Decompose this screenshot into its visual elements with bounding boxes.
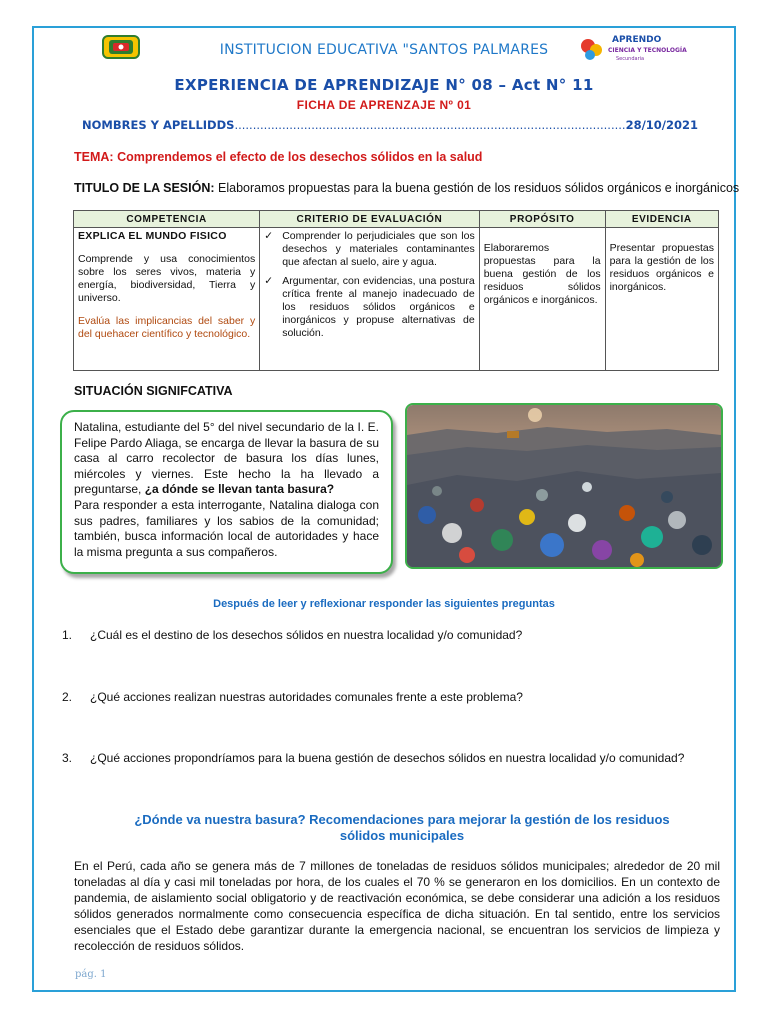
question-number: 3. xyxy=(62,751,73,765)
proposito-cell xyxy=(479,228,605,371)
question-3 xyxy=(62,751,684,765)
question-text: ¿Qué acciones realizan nuestras autoridades comunales frente a este problema? xyxy=(90,690,523,704)
article-heading: ¿Dónde va nuestra basura? Recomendaciones para mejorar la gestión de los residuos sólidos municipales xyxy=(134,812,670,843)
session-label: TITULO DE LA SESIÓN: xyxy=(74,181,215,195)
logo-word-aprendo: APRENDO xyxy=(612,35,662,45)
competencia-p2: Evalúa las implicancias del saber y del quehacer científico y tecnológico. xyxy=(78,315,256,340)
checkmark-icon: ✓ xyxy=(264,230,274,242)
header-proposito: PROPÓSITO xyxy=(479,211,605,228)
experience-title: EXPERIENCIA DE APRENDIZAJE N° 08 – Act N° 11 xyxy=(174,76,594,94)
landfill-photo xyxy=(405,403,723,569)
session-title-line xyxy=(74,181,739,195)
names-label: NOMBRES Y APELLIDDS xyxy=(82,118,235,132)
logo-word-secundaria: Secundaria xyxy=(616,56,645,62)
ficha-title: FICHA DE APRENZAJE Nº 01 xyxy=(296,98,472,112)
competencia-cell xyxy=(74,228,260,371)
question-number: 2. xyxy=(62,690,73,704)
table-header-row xyxy=(74,211,719,228)
story-p2: Para responder a esta interrogante, Natalina dialoga con sus padres, familiares y los sabios de la comunidad; también, busca información local de autoridades y hace la misma pregunta a sus compañeros. xyxy=(74,497,379,559)
question-text: ¿Cuál es el destino de los desechos sólidos en nuestra localidad y/o comunidad? xyxy=(90,628,523,642)
story-question: ¿a dónde se llevan tanta basura? xyxy=(144,482,335,497)
logo-word-ciencia: CIENCIA Y TECNOLOGÍA xyxy=(608,47,687,54)
competency-table xyxy=(73,210,719,371)
story-p1: Natalina, estudiante del 5° del nivel secundario de la I. E. Felipe Pardo Aliaga, se encarga de llevar la basura de su casa al carro recolector de basura los días lunes, miércoles y viernes. Este hecho la ha llevado a preguntarse, xyxy=(74,420,379,497)
session-text: Elaboramos propuestas para la buena gestión de los residuos sólidos orgánicos e inorgánicos xyxy=(218,181,740,195)
tema-label: TEMA: xyxy=(74,150,114,164)
criterio-item xyxy=(264,230,475,269)
criterio-item xyxy=(264,275,475,340)
header-competencia: COMPETENCIA xyxy=(74,211,260,228)
criterio-text: Comprender lo perjudiciales que son los desechos y materiales contaminantes que afectan al suelo, aire y agua. xyxy=(282,230,475,268)
evidencia-text: Presentar propuestas para la gestión de los residuos orgánicos e inorgánicos. xyxy=(609,242,714,293)
criterio-text: Argumentar, con evidencias, una postura crítica frente al manejo inadecuado de los residuos sólidos orgánicos e inorgánicos y propuse alternativas de solución. xyxy=(282,275,475,339)
institution-name: INSTITUCION EDUCATIVA "SANTOS PALMARES xyxy=(219,42,549,58)
article-paragraph: En el Perú, cada año se genera más de 7 millones de toneladas de residuos sólidos municipales; alrededor de 20 mil toneladas al día y casi mil toneladas por hora, de los cuales el 70 % se generaron en los domicilios. En un contexto de pandemia, de aislamiento social obligatorio y de reactivación económica, se debe considerar una adición a los residuos sólidos generados normalmente como consecuencia específica de dicha situación. En tal sentido, entre los servicios esenciales que el Estado debe garantizar durante la emergencia nacional, se encuentran los servicios de limpieza y recolección de residuos sólidos. xyxy=(74,859,720,953)
evidencia-cell xyxy=(605,228,718,371)
questions-intro: Después de leer y reflexionar responder las siguientes preguntas xyxy=(213,598,555,610)
tema-line xyxy=(74,150,482,164)
header-criterio: CRITERIO DE EVALUACIÓN xyxy=(260,211,480,228)
question-number: 1. xyxy=(62,628,73,642)
checkmark-icon: ✓ xyxy=(264,275,274,287)
page-number: pág. 1 xyxy=(75,969,107,980)
date: 28/10/2021 xyxy=(625,118,698,132)
competencia-p1: Comprende y usa conocimientos sobre los seres vivos, materia y energía, biodiversidad, Tierra y universo. xyxy=(78,253,256,304)
aprendo-logo xyxy=(578,32,698,64)
table-row xyxy=(74,228,719,371)
competencia-title: EXPLICA EL MUNDO FISICO xyxy=(78,230,227,242)
proposito-text: Elaboraremos propuestas para la buena gestión de los residuos sólidos orgánicos e inorgánicos. xyxy=(483,242,601,306)
criterio-cell xyxy=(260,228,480,371)
situation-story-box xyxy=(60,410,393,574)
question-2 xyxy=(62,690,523,704)
situation-title: SITUACIÓN SIGNIFCATIVA xyxy=(74,384,233,398)
names-line xyxy=(82,118,714,132)
tema-text: Comprendemos el efecto de los desechos sólidos en la salud xyxy=(117,150,483,164)
header-evidencia: EVIDENCIA xyxy=(605,211,718,228)
question-text: ¿Qué acciones propondríamos para la buena gestión de desechos sólidos en nuestra localidad y/o comunidad? xyxy=(90,751,685,765)
names-dots: ........................................................................................................... xyxy=(234,118,626,132)
question-1 xyxy=(62,628,522,642)
